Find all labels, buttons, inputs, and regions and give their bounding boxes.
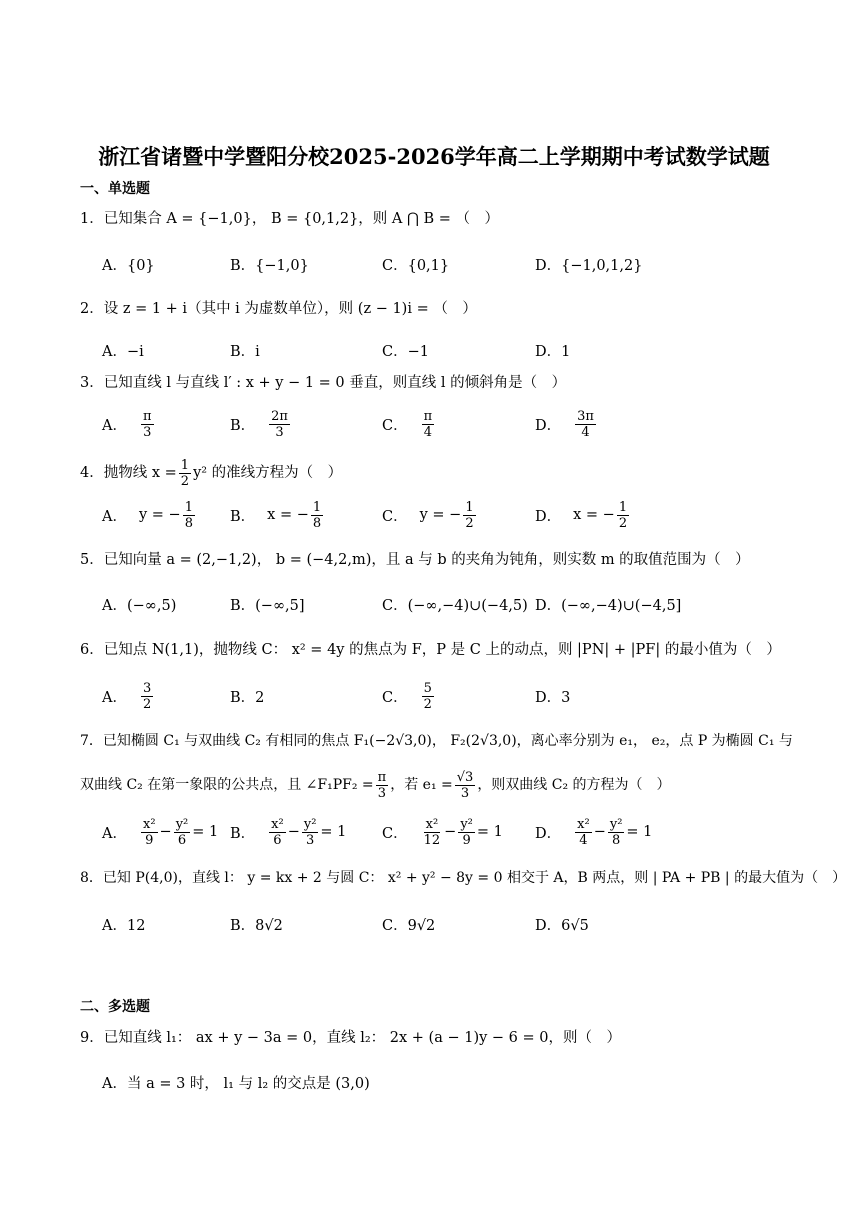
- option-label: B．: [230, 417, 256, 434]
- option-label: A．: [102, 825, 127, 842]
- section-multiple-choice: 二、多选题: [80, 999, 150, 1015]
- question-3-stem: 3．已知直线 l 与直线 l′ : x + y − 1 = 0 垂直，则直线 l 的倾斜角是（ ）: [80, 375, 567, 391]
- equals-one: = 1: [192, 824, 219, 840]
- numerator: 5: [423, 680, 432, 696]
- option-a[interactable]: A．当 a = 3 时， l₁ 与 l₂ 的交点是 (3,0): [102, 1075, 370, 1092]
- fraction: [376, 770, 389, 801]
- option-a[interactable]: A． $\frac{\text{x²}}{9}$ − $\frac{\text{y²}}{6}$ = 1: [102, 816, 219, 848]
- numerator: x²: [271, 816, 284, 832]
- equals-one: = 1: [476, 824, 503, 840]
- option-a[interactable]: A．12: [102, 917, 146, 934]
- equals-one: = 1: [320, 824, 347, 840]
- question-7-stem-line1: 7．已知椭圆 C₁ 与双曲线 C₂ 有相同的焦点 F₁(−2√3,0)， F₂(2√3,0)，离心率分别为 e₁， e₂，点 P 为椭圆 C₁ 与: [80, 733, 793, 749]
- stem-suffix: y² 的准线方程为（ ）: [193, 465, 343, 481]
- option-label: A．: [102, 508, 127, 525]
- option-label: B．: [230, 825, 256, 842]
- option-d[interactable]: D．1: [535, 343, 571, 360]
- page-title: 浙江省诸暨中学暨阳分校2025-2026学年高二上学期期中考试数学试题: [98, 144, 770, 169]
- fraction: [458, 817, 475, 848]
- numerator: 3π: [577, 408, 594, 424]
- option-label: C．: [382, 508, 408, 525]
- question-5-options: [80, 584, 820, 624]
- question-4-options: [80, 495, 820, 535]
- expr: y = −: [138, 507, 181, 523]
- denominator: 9: [462, 832, 471, 848]
- option-c[interactable]: C．{0,1}: [382, 257, 450, 274]
- option-d[interactable]: [535, 495, 631, 535]
- question-9-stem: 9．已知直线 l₁： ax + y − 3a = 0，直线 l₂： 2x + (a − 1)y − 6 = 0，则（ ）: [80, 1030, 621, 1046]
- denominator: 2: [423, 696, 432, 712]
- denominator: 3: [460, 785, 470, 801]
- option-c[interactable]: C． $\frac{\text{x²}}{12}$ − $\frac{\text{y²}}{9}$ = 1: [382, 816, 503, 848]
- fraction: [617, 500, 629, 531]
- numerator: y²: [609, 816, 623, 832]
- numerator: 1: [465, 499, 474, 515]
- option-c[interactable]: C．(−∞,−4)∪(−4,5): [382, 597, 528, 614]
- denominator: 2: [465, 515, 474, 531]
- option-d[interactable]: D．6√5: [535, 917, 589, 934]
- expr: y = −: [419, 507, 462, 523]
- numerator: 1: [618, 499, 628, 515]
- option-d[interactable]: D． $\frac{\text{x²}}{4}$ − $\frac{\text{y²}}{8}$ = 1: [535, 816, 653, 848]
- option-a[interactable]: A．−i: [102, 343, 144, 360]
- option-b[interactable]: [230, 404, 292, 444]
- option-label: D．: [535, 508, 562, 525]
- stem-part: 双曲线 C₂ 在第一象限的公共点，且 ∠F₁PF₂ =: [80, 777, 374, 793]
- option-d[interactable]: D．{−1,0,1,2}: [535, 257, 643, 274]
- option-b[interactable]: B．{−1,0}: [230, 257, 309, 274]
- denominator: 3: [143, 424, 152, 440]
- option-label: C．: [382, 417, 408, 434]
- option-c[interactable]: [382, 676, 436, 716]
- expr: x = −: [573, 507, 615, 523]
- option-a[interactable]: [102, 676, 155, 716]
- option-label: C．: [382, 825, 408, 842]
- question-1-stem: 1．已知集合 A = {−1,0}， B = {0,1,2}，则 A ⋂ B = （ ）: [80, 211, 500, 227]
- option-a[interactable]: A．{0}: [102, 257, 155, 274]
- numerator: 3: [142, 680, 152, 696]
- fraction: [463, 500, 475, 531]
- numerator: 2π: [271, 408, 288, 424]
- equals-one: = 1: [626, 824, 653, 840]
- numerator: y²: [303, 816, 317, 832]
- expr: x = −: [267, 507, 309, 523]
- denominator: 4: [423, 424, 433, 440]
- fraction: [269, 409, 290, 440]
- fraction: [422, 409, 435, 440]
- option-a[interactable]: [102, 404, 156, 444]
- option-b[interactable]: B．i: [230, 343, 260, 360]
- question-1-options: [80, 244, 820, 284]
- option-c[interactable]: [382, 404, 436, 444]
- fraction: [141, 409, 154, 440]
- denominator: 2: [180, 473, 190, 489]
- numerator: 1: [180, 457, 190, 473]
- denominator: 4: [579, 832, 588, 848]
- denominator: 8: [312, 515, 322, 531]
- question-7-options: [80, 812, 820, 852]
- denominator: 6: [177, 832, 187, 848]
- fraction: [422, 681, 434, 712]
- option-b[interactable]: B．2: [230, 689, 265, 706]
- denominator: 3: [306, 832, 315, 848]
- option-b[interactable]: B．8√2: [230, 917, 283, 934]
- option-a[interactable]: A．(−∞,5): [102, 597, 177, 614]
- option-label: A．: [102, 417, 127, 434]
- option-b[interactable]: [230, 495, 325, 535]
- option-label: D．: [535, 417, 562, 434]
- fraction: [179, 458, 191, 489]
- numerator: π: [142, 408, 152, 424]
- option-a[interactable]: [102, 495, 197, 535]
- option-c[interactable]: C．9√2: [382, 917, 436, 934]
- denominator: 2: [618, 515, 628, 531]
- denominator: 4: [581, 424, 590, 440]
- denominator: 8: [184, 515, 193, 531]
- fraction: [141, 817, 158, 848]
- option-d[interactable]: D．(−∞,−4)∪(−4,5]: [535, 597, 682, 614]
- question-4-stem: [80, 458, 342, 488]
- question-8-stem: 8．已知 P(4,0)，直线 l： y = kx + 2 与圆 C： x² + y² − 8y = 0 相交于 A，B 两点，则 | PA + PB | 的最大值为（ ）: [80, 870, 847, 886]
- fraction: [608, 817, 625, 848]
- fraction: [422, 817, 443, 848]
- question-2-options: [80, 330, 820, 370]
- option-b[interactable]: B．(−∞,5]: [230, 597, 305, 614]
- denominator: 2: [142, 696, 152, 712]
- question-7-stem-line2: [80, 768, 671, 802]
- numerator: y²: [175, 816, 189, 832]
- question-6-stem: 6．已知点 N(1,1)，抛物线 C： x² = 4y 的焦点为 F，P 是 C 上的动点，则 |PN| + |PF| 的最小值为（ ）: [80, 642, 781, 658]
- stem-prefix: 4．抛物线 x =: [80, 465, 177, 481]
- fraction: [183, 500, 195, 531]
- numerator: 1: [184, 499, 193, 515]
- question-3-options: [80, 404, 820, 444]
- fraction: [311, 500, 323, 531]
- numerator: y²: [460, 816, 473, 832]
- fraction: [575, 409, 596, 440]
- question-2-stem: 2．设 z = 1 + i（其中 i 为虚数单位），则 (z − 1)i = （ ）: [80, 301, 477, 317]
- denominator: 12: [423, 832, 441, 848]
- section-single-choice: 一、单选题: [80, 181, 150, 197]
- denominator: 3: [377, 785, 387, 801]
- option-d[interactable]: [535, 404, 598, 444]
- numerator: π: [377, 769, 387, 785]
- option-label: D．: [535, 825, 562, 842]
- fraction: [455, 770, 476, 801]
- numerator: √3: [456, 769, 474, 785]
- question-9-options: [80, 1062, 820, 1102]
- fraction: [269, 817, 286, 848]
- option-d[interactable]: D．3: [535, 689, 571, 706]
- fraction: [174, 817, 191, 848]
- numerator: x²: [577, 816, 590, 832]
- denominator: 6: [273, 832, 282, 848]
- denominator: 8: [611, 832, 621, 848]
- denominator: 3: [275, 424, 284, 440]
- option-label: B．: [230, 508, 256, 525]
- question-8-options: [80, 904, 820, 944]
- numerator: π: [423, 408, 433, 424]
- numerator: x²: [425, 816, 439, 832]
- option-label: A．: [102, 689, 127, 706]
- fraction: [575, 817, 592, 848]
- numerator: 1: [312, 499, 322, 515]
- numerator: x²: [142, 816, 156, 832]
- stem-part: ，若 e₁ =: [390, 777, 453, 793]
- question-5-stem: 5．已知向量 a = (2,−1,2)， b = (−4,2,m)，且 a 与 b 的夹角为钝角，则实数 m 的取值范围为（ ）: [80, 552, 750, 568]
- denominator: 9: [145, 832, 154, 848]
- option-c[interactable]: [382, 495, 478, 535]
- option-b[interactable]: B． $\frac{\text{x²}}{6}$ − $\frac{\text{y²}}{3}$ = 1: [230, 816, 347, 848]
- option-label: C．: [382, 689, 408, 706]
- fraction: [302, 817, 319, 848]
- stem-part: ，则双曲线 C₂ 的方程为（ ）: [477, 777, 671, 793]
- fraction: [141, 681, 153, 712]
- question-6-options: [80, 676, 820, 716]
- option-c[interactable]: C．−1: [382, 343, 429, 360]
